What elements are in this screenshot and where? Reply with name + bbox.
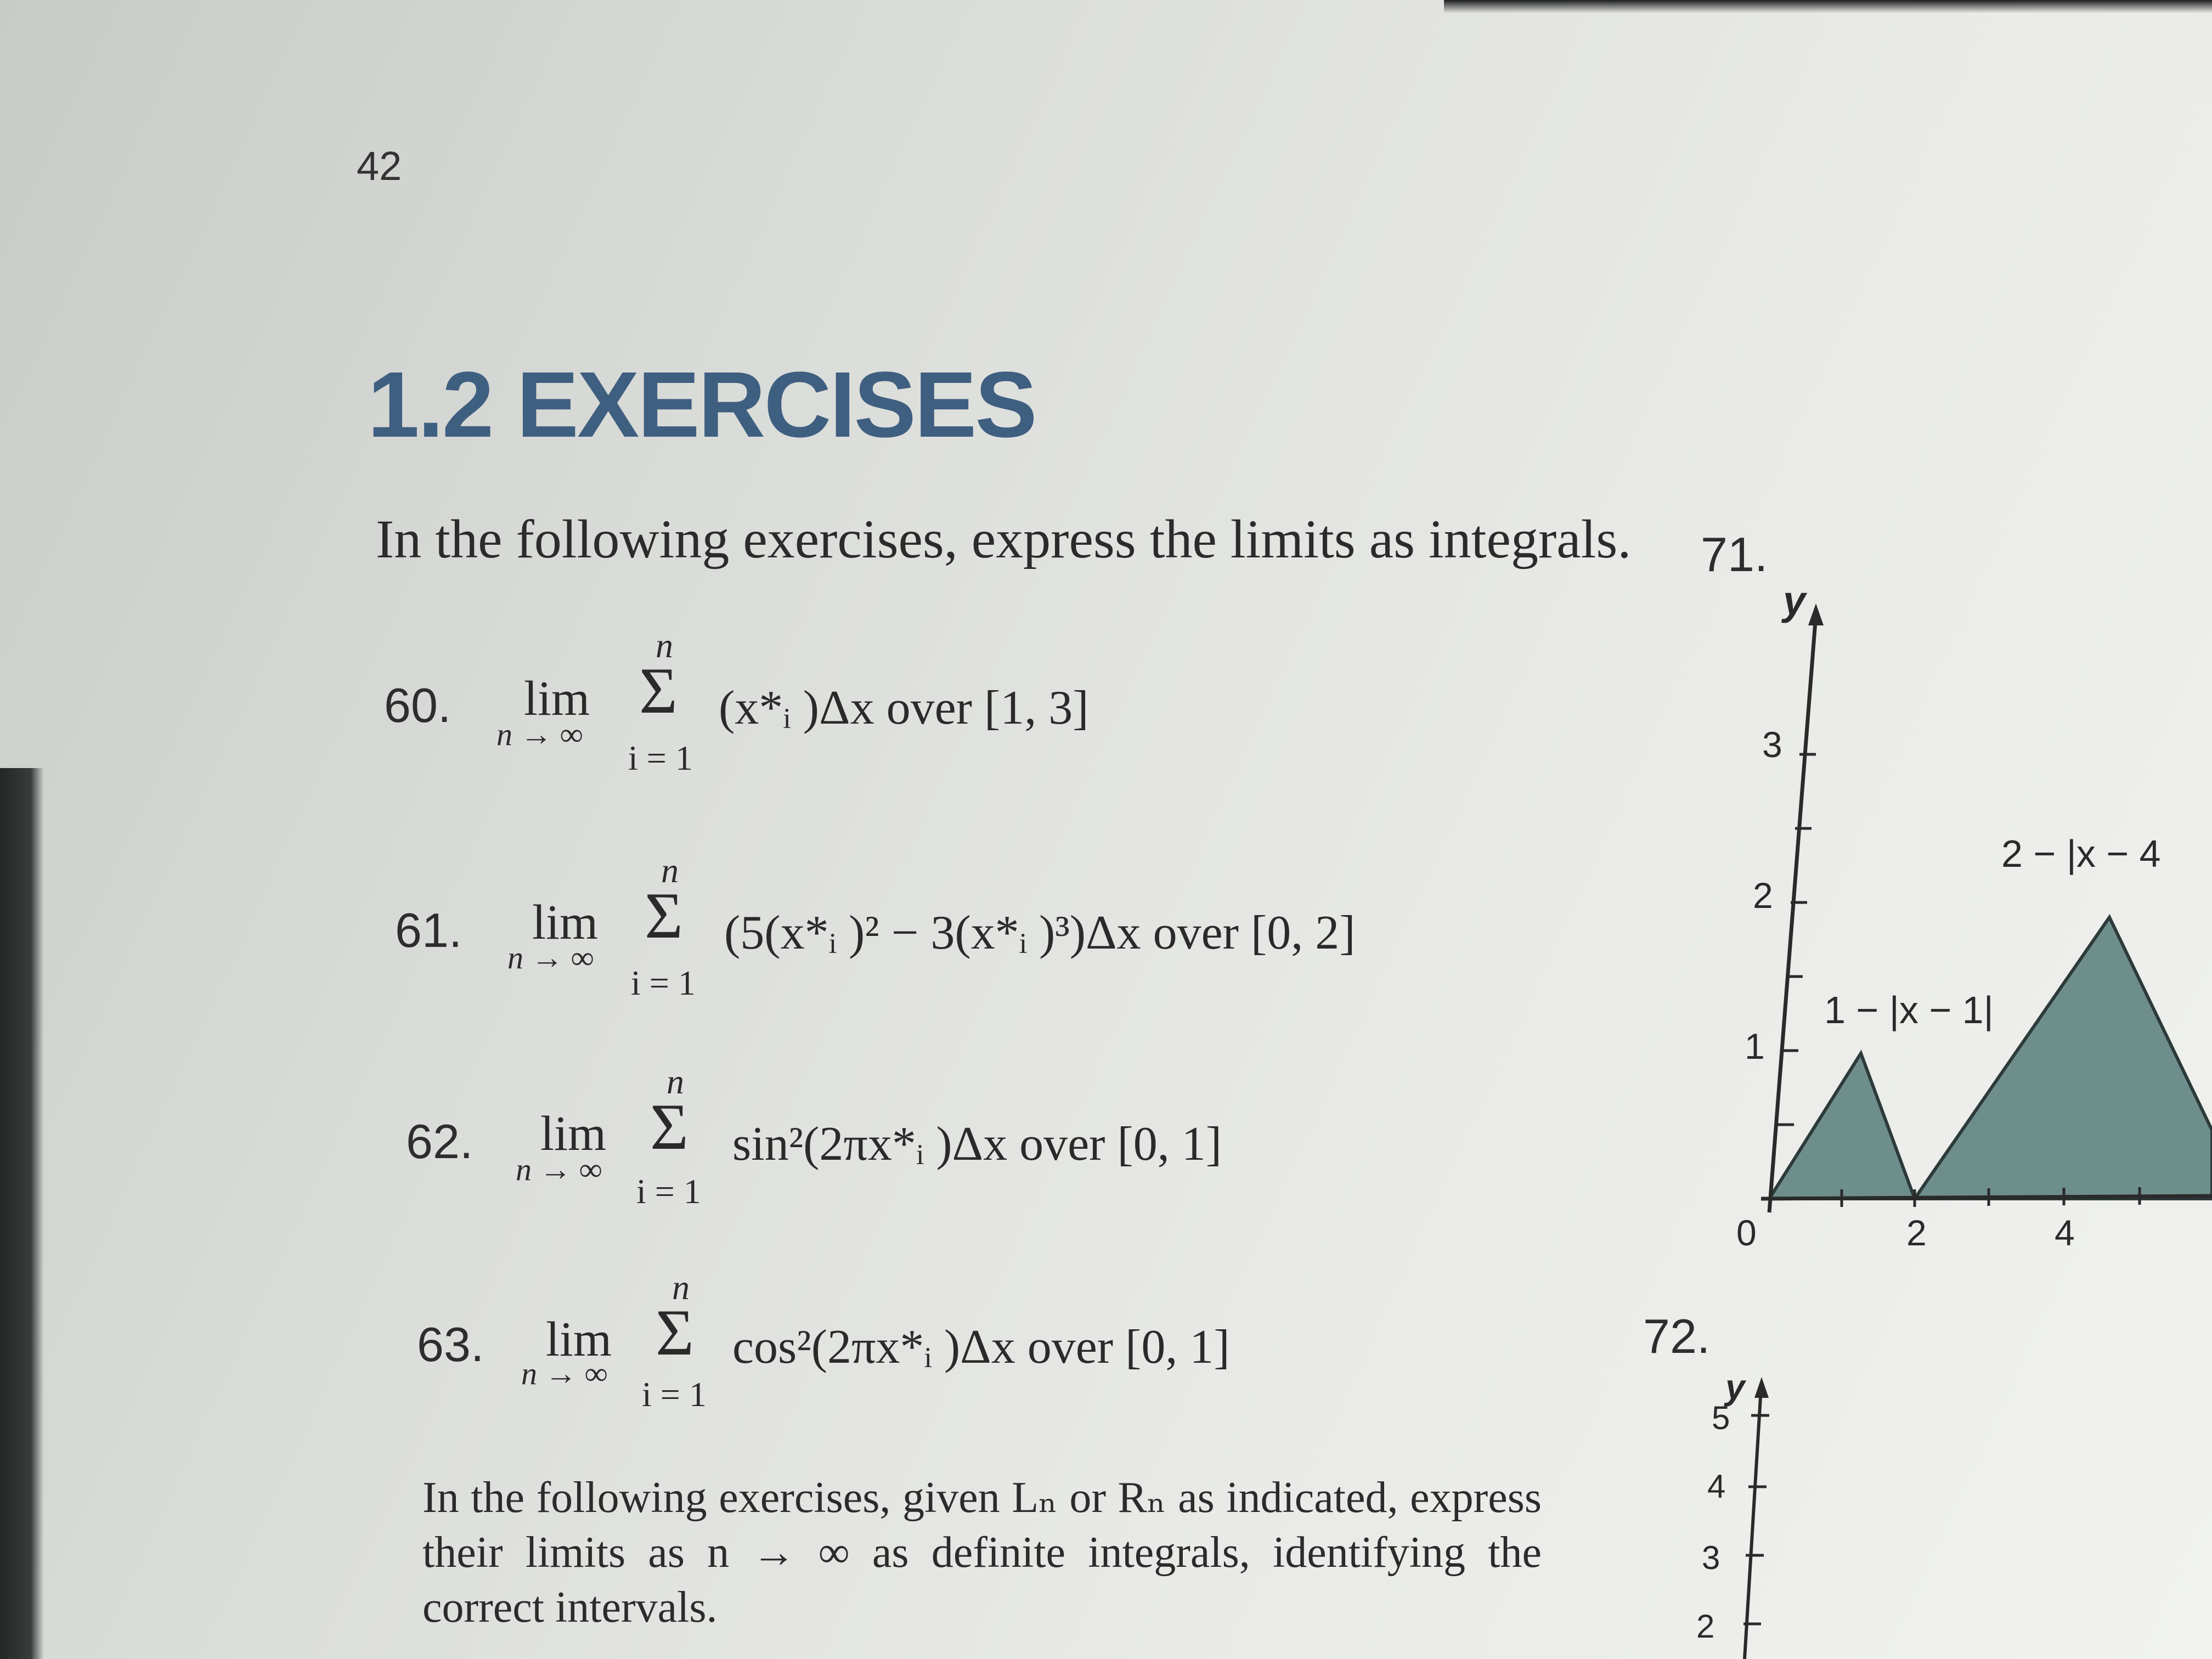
lim-label: lim — [532, 895, 599, 950]
curve-label-2: 2 − |x − 4 — [2001, 832, 2161, 875]
triangle-region-2 — [1915, 917, 2212, 1199]
sigma-upper: n — [672, 1268, 690, 1307]
lim-label: lim — [524, 672, 590, 726]
lim-subscript: n → ∞ — [521, 1356, 608, 1391]
sigma-upper: n — [667, 1062, 684, 1101]
y-axis — [1769, 614, 1816, 1212]
screen-edge-top — [1444, 0, 2212, 13]
y-tick-label: 1 — [1745, 1026, 1765, 1066]
lim-label: lim — [546, 1312, 612, 1367]
exercise-expression: (5(x*ᵢ )² − 3(x*ᵢ )³)Δx over [0, 2] — [724, 906, 1356, 960]
screen-edge-left — [0, 768, 44, 1659]
y-axis-label: y — [1783, 582, 1806, 623]
sigma-symbol: Σ — [639, 654, 678, 727]
sigma-lower: i = 1 — [636, 1172, 701, 1211]
y-tick-label: 2 — [1696, 1608, 1715, 1645]
sigma-upper: n — [656, 626, 673, 665]
instructions-paragraph: In the following exercises, given Lₙ or Rₙ as indicated, express their limits as n → ∞ as definite integrals, identifying the correct intervals. — [422, 1474, 1542, 1632]
sigma-symbol: Σ — [656, 1296, 694, 1369]
intro-text: In the following exercises, express the limits as integrals. — [376, 509, 1632, 569]
curve-label-1: 1 − |x − 1| — [1824, 989, 1994, 1031]
y-tick-label: 3 — [1762, 724, 1782, 765]
exercise-expression: cos²(2πx*ᵢ )Δx over [0, 1] — [732, 1321, 1230, 1374]
figure-72-graph — [1679, 1355, 1953, 1659]
y-tick-label: 4 — [1707, 1468, 1726, 1505]
y-tick-label: 5 — [1712, 1400, 1730, 1436]
sigma-symbol: Σ — [650, 1090, 689, 1163]
exercise-expression: sin²(2πx*ᵢ )Δx over [0, 1] — [732, 1118, 1222, 1171]
exercise-number: 63. — [417, 1317, 484, 1372]
exercise-number: 61. — [395, 903, 462, 957]
figure-71-graph — [1701, 582, 2212, 1289]
lim-subscript: n → ∞ — [507, 940, 594, 975]
lim-subscript: n → ∞ — [496, 716, 583, 752]
lim-subscript: n → ∞ — [516, 1152, 602, 1187]
x-axis — [1761, 1196, 2212, 1199]
sigma-symbol: Σ — [645, 879, 683, 952]
y-axis-ticks — [1778, 754, 1816, 1125]
exercise-number: 62. — [406, 1114, 473, 1169]
x-tick-label: 0 — [1736, 1212, 1757, 1253]
figure-72-label: 72. — [1643, 1309, 1711, 1363]
figure-71-label: 71. — [1701, 527, 1768, 582]
sigma-upper: n — [661, 851, 679, 890]
y-tick-label: 2 — [1753, 875, 1773, 916]
section-title: 1.2 EXERCISES — [368, 353, 1036, 457]
exercise-number: 60. — [384, 678, 452, 732]
y-axis-arrow — [1808, 603, 1824, 625]
x-tick-label: 2 — [1906, 1212, 1927, 1253]
sigma-lower: i = 1 — [631, 963, 696, 1002]
y-tick-label: 3 — [1702, 1539, 1720, 1576]
sigma-lower: i = 1 — [628, 738, 693, 777]
y-axis-arrow — [1754, 1377, 1769, 1398]
lim-label: lim — [540, 1107, 607, 1161]
x-tick-label: 4 — [2055, 1212, 2075, 1253]
sigma-lower: i = 1 — [642, 1375, 707, 1414]
page-number: 42 — [357, 143, 402, 189]
y-axis-label: y — [1725, 1367, 1745, 1407]
y-axis — [1745, 1388, 1761, 1659]
exercise-expression: (x*ᵢ )Δx over [1, 3] — [719, 681, 1089, 735]
